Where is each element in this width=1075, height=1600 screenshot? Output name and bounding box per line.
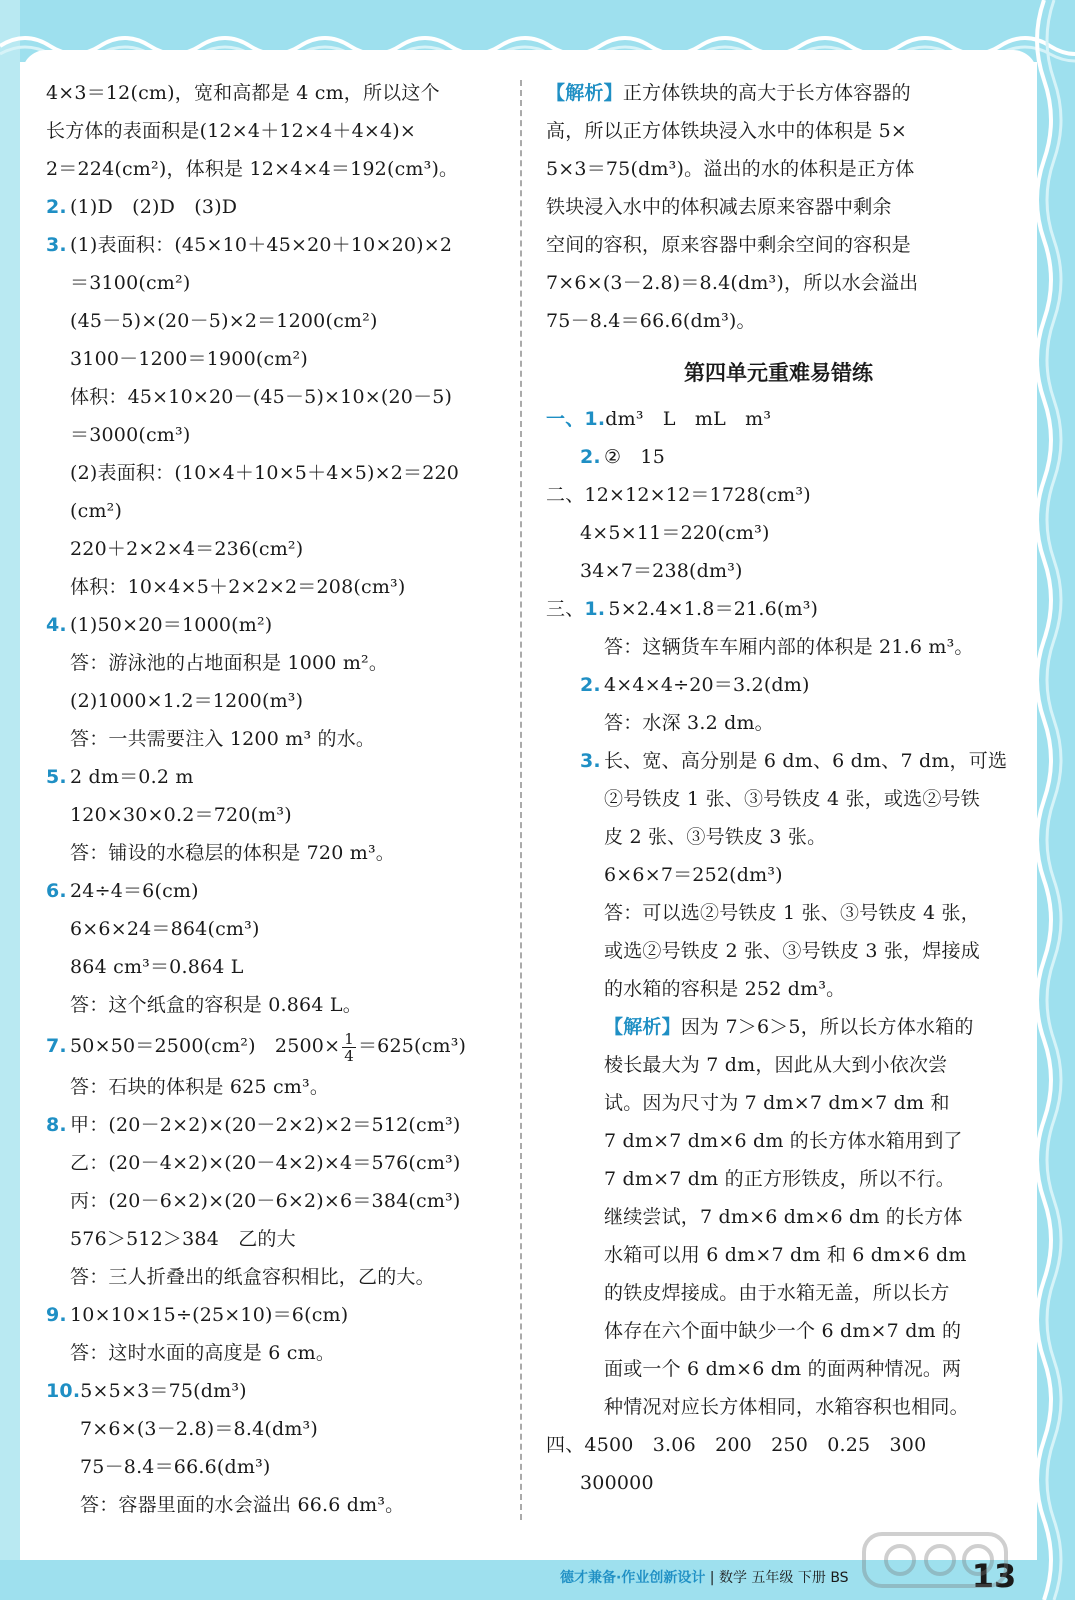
left-line (46, 264, 506, 302)
right-line (546, 1274, 1011, 1312)
answer-text: 12×12×12＝1728(cm³) (584, 484, 811, 506)
left-line (46, 834, 506, 872)
answer-text: 300000 (580, 1472, 654, 1494)
answer-text: 50×50＝2500(cm²) 2500× (70, 1035, 341, 1057)
answer-text: 答：游泳池的占地面积是 1000 m²。 (70, 652, 389, 674)
answer-text: 4500 3.06 200 250 0.25 300 (584, 1434, 927, 1456)
left-line (46, 796, 506, 834)
left-line (46, 1258, 506, 1296)
answer-text: (1)D (2)D (3)D (70, 196, 238, 218)
fraction-denominator: 4 (344, 1046, 354, 1065)
question-number: 一、1. (546, 408, 606, 430)
answer-text: 体存在六个面中缺少一个 6 dm×7 dm 的 (604, 1320, 962, 1342)
question-number: 6. (46, 880, 67, 902)
left-line (46, 1220, 506, 1258)
left-line (46, 1372, 506, 1410)
right-line (546, 112, 1011, 150)
answer-text: (2)1000×1.2＝1200(m³) (70, 690, 304, 712)
answer-text: 丙：(20－6×2)×(20－6×2)×6＝384(cm³) (70, 1190, 461, 1212)
answer-text: 答：石块的体积是 625 cm³。 (70, 1076, 330, 1098)
answer-text: 答：水深 3.2 dm。 (604, 712, 774, 734)
right-line (546, 1160, 1011, 1198)
right-line (546, 1350, 1011, 1388)
left-line (46, 1410, 506, 1448)
answer-text: 576＞512＞384 乙的大 (70, 1228, 296, 1250)
answer-text: 乙：(20－4×2)×(20－4×2)×4＝576(cm³) (70, 1152, 461, 1174)
right-line (546, 856, 1011, 894)
question-number: 10. (46, 1380, 81, 1402)
answer-text: 864 cm³＝0.864 L (70, 956, 244, 978)
left-line (46, 492, 506, 530)
answer-text: 体积：10×4×5＋2×2×2＝208(cm³) (70, 576, 406, 598)
answer-text: 2 dm＝0.2 m (70, 766, 194, 788)
answer-text: 答：三人折叠出的纸盒容积相比，乙的大。 (70, 1266, 435, 1288)
answer-text: 体积：45×10×20－(45－5)×10×(20－5) (70, 386, 453, 408)
right-line (546, 400, 1011, 438)
right-line (546, 438, 1011, 476)
question-number: 1. (584, 598, 606, 620)
right-line (546, 590, 1011, 628)
answer-text: 的铁皮焊接成。由于水箱无盖，所以长方 (604, 1282, 950, 1304)
answer-text: ＝3100(cm²) (70, 272, 191, 294)
right-line (546, 264, 1011, 302)
answer-text: ②号铁皮 1 张、③号铁皮 4 张，或选②号铁 (604, 788, 980, 810)
right-line (546, 188, 1011, 226)
section-marker: 三、 (546, 598, 585, 620)
answer-text: 4×4×4÷20＝3.2(dm) (604, 674, 810, 696)
left-line (46, 568, 506, 606)
answer-text: 空间的容积，原来容器中剩余空间的容积是 (546, 234, 911, 256)
answer-text: 答：可以选②号铁皮 1 张、③号铁皮 4 张， (604, 902, 980, 924)
answer-text: 甲：(20－2×2)×(20－2×2)×2＝512(cm³) (70, 1114, 461, 1136)
right-line (546, 1084, 1011, 1122)
right-line (546, 476, 1011, 514)
answer-text: 75－8.4＝66.6(dm³) (80, 1456, 271, 1478)
answer-text: 10×10×15÷(25×10)＝6(cm) (70, 1304, 349, 1326)
right-line (546, 514, 1011, 552)
right-line (546, 818, 1011, 856)
answer-text: (cm²) (70, 500, 123, 522)
footer-sep: | (709, 1570, 719, 1586)
answer-text: 答：这个纸盒的容积是 0.864 L。 (70, 994, 362, 1016)
answer-text: 24÷4＝6(cm) (70, 880, 199, 902)
left-line (46, 1296, 506, 1334)
answer-text: 高，所以正方体铁块浸入水中的体积是 5× (546, 120, 908, 142)
right-line (546, 1198, 1011, 1236)
answer-text: 6×6×7＝252(dm³) (604, 864, 783, 886)
answer-text: 7×6×(3－2.8)＝8.4(dm³)，所以水会溢出 (546, 272, 919, 294)
left-border (0, 0, 20, 1600)
left-line (46, 416, 506, 454)
right-line (546, 780, 1011, 818)
answer-text: ＝3000(cm³) (70, 424, 191, 446)
answer-text: 5×3＝75(dm³)。溢出的水的体积是正方体 (546, 158, 915, 180)
left-line (46, 340, 506, 378)
fraction (342, 1031, 356, 1064)
question-number: 3. (46, 234, 67, 256)
footer-subject: 数学 (718, 1570, 747, 1586)
question-number: 4. (46, 614, 67, 636)
answer-text: (1)50×20＝1000(m²) (70, 614, 273, 636)
right-line (546, 628, 1011, 666)
left-line (46, 682, 506, 720)
left-line (46, 1486, 506, 1524)
question-number: 8. (46, 1114, 67, 1136)
question-number: 2. (580, 446, 601, 468)
answer-text: 答：容器里面的水会溢出 66.6 dm³。 (80, 1494, 405, 1516)
answer-text: 答：一共需要注入 1200 m³ 的水。 (70, 728, 376, 750)
right-line (546, 1312, 1011, 1350)
answer-text: 7 dm×7 dm 的正方形铁皮，所以不行。 (604, 1168, 955, 1190)
analysis-tag: 【解析】 (604, 1016, 681, 1038)
left-line (46, 758, 506, 796)
answer-text: 水箱可以用 6 dm×7 dm 和 6 dm×6 dm (604, 1244, 967, 1266)
left-line (46, 1068, 506, 1106)
question-number: 7. (46, 1035, 67, 1057)
left-line (46, 720, 506, 758)
answer-text: (2)表面积：(10×4＋10×5＋4×5)×2＝220 (70, 462, 460, 484)
left-line (46, 1448, 506, 1486)
page-number: 13 (971, 1557, 1017, 1595)
left-line (46, 302, 506, 340)
answer-text: ② 15 (604, 446, 666, 468)
answer-text: 面或一个 6 dm×6 dm 的面两种情况。两 (604, 1358, 962, 1380)
left-line (46, 112, 506, 150)
footer (560, 1563, 849, 1593)
answer-text: 棱长最大为 7 dm，因此从大到小依次尝 (604, 1054, 948, 1076)
column-divider (520, 80, 522, 1520)
section-marker: 四、 (546, 1434, 585, 1456)
left-line (46, 872, 506, 910)
answer-text: 7×6×(3－2.8)＝8.4(dm³) (80, 1418, 318, 1440)
answer-text: 正方体铁块的高大于长方体容器的 (622, 82, 911, 104)
left-line (46, 454, 506, 492)
right-line (546, 1122, 1011, 1160)
answer-text: 75－8.4＝66.6(dm³)。 (546, 310, 756, 332)
right-line (546, 1236, 1011, 1274)
right-line (546, 552, 1011, 590)
left-line (46, 1182, 506, 1220)
question-number: 9. (46, 1304, 67, 1326)
answer-text: 4×5×11＝220(cm³) (580, 522, 770, 544)
left-line (46, 226, 506, 264)
answer-text: 34×7＝238(dm³) (580, 560, 743, 582)
left-line (46, 910, 506, 948)
right-line (546, 150, 1011, 188)
section-title: 第四单元重难易错练 (684, 361, 873, 385)
left-line (46, 530, 506, 568)
right-column (546, 74, 1011, 1502)
answer-text: 铁块浸入水中的体积减去原来容器中剩余 (546, 196, 892, 218)
question-number: 3. (580, 750, 601, 772)
answer-text: 3100－1200＝1900(cm²) (70, 348, 308, 370)
section-marker: 二、 (546, 484, 585, 506)
answer-text: 6×6×24＝864(cm³) (70, 918, 260, 940)
left-line (46, 948, 506, 986)
left-line (46, 378, 506, 416)
answer-text: 120×30×0.2＝720(m³) (70, 804, 292, 826)
right-line (546, 1008, 1011, 1046)
answer-text: 皮 2 张、③号铁皮 3 张。 (604, 826, 827, 848)
left-line (46, 1334, 506, 1372)
left-line (46, 188, 506, 226)
left-column (46, 74, 506, 1524)
answer-text: 220＋2×2×4＝236(cm²) (70, 538, 304, 560)
right-line (546, 666, 1011, 704)
right-line (546, 894, 1011, 932)
answer-text: 5×5×3＝75(dm³) (80, 1380, 247, 1402)
answer-text: 答：这时水面的高度是 6 cm。 (70, 1342, 336, 1364)
answer-text: 种情况对应长方体相同，水箱容积也相同。 (604, 1396, 969, 1418)
question-number: 2. (580, 674, 601, 696)
left-line (46, 606, 506, 644)
left-line (46, 150, 506, 188)
right-line (546, 1046, 1011, 1084)
answer-text: (45－5)×(20－5)×2＝1200(cm²) (70, 310, 378, 332)
answer-text: 答：这辆货车车厢内部的体积是 21.6 m³。 (604, 636, 974, 658)
answer-text: 4×3＝12(cm)，宽和高都是 4 cm，所以这个 (46, 82, 440, 104)
answer-text: 试。因为尺寸为 7 dm×7 dm×7 dm 和 (604, 1092, 950, 1114)
answer-text: (1)表面积：(45×10＋45×20＋10×20)×2 (70, 234, 453, 256)
footer-brand: 德才兼备·作业创新设计 (560, 1570, 706, 1586)
right-line (546, 74, 1011, 112)
fraction-numerator: 1 (344, 1029, 354, 1048)
right-line (546, 704, 1011, 742)
question-number: 5. (46, 766, 67, 788)
right-line (546, 1464, 1011, 1502)
answer-text: 长方体的表面积是(12×4＋12×4＋4×4)× (46, 120, 417, 142)
left-line (46, 1024, 506, 1068)
watermark-logo-icon (860, 1528, 1010, 1592)
answer-text: 5×2.4×1.8＝21.6(m³) (608, 598, 819, 620)
answer-text: 2＝224(cm²)，体积是 12×4×4＝192(cm³)。 (46, 158, 459, 180)
right-line (546, 742, 1011, 780)
answer-text: 的水箱的容积是 252 dm³。 (604, 978, 846, 1000)
left-line (46, 1144, 506, 1182)
left-line (46, 74, 506, 112)
answer-text: 答：铺设的水稳层的体积是 720 m³。 (70, 842, 395, 864)
answer-text: 长、宽、高分别是 6 dm、6 dm、7 dm，可选 (604, 750, 1008, 772)
answer-text: 继续尝试，7 dm×6 dm×6 dm 的长方体 (604, 1206, 963, 1228)
right-line (546, 932, 1011, 970)
answer-text: 7 dm×7 dm×6 dm 的长方体水箱用到了 (604, 1130, 963, 1152)
right-line (546, 226, 1011, 264)
left-line (46, 644, 506, 682)
right-line (546, 970, 1011, 1008)
right-line (546, 1388, 1011, 1426)
footer-term: 下册 (797, 1570, 826, 1586)
right-line (546, 1426, 1011, 1464)
right-line (546, 302, 1011, 340)
question-number: 2. (46, 196, 67, 218)
footer-grade: 五年级 (751, 1570, 794, 1586)
answer-text: 因为 7＞6＞5，所以长方体水箱的 (680, 1016, 974, 1038)
left-line (46, 986, 506, 1024)
answer-text: 或选②号铁皮 2 张、③号铁皮 3 张，焊接成 (604, 940, 980, 962)
answer-text: dm³ L mL m³ (605, 408, 772, 430)
analysis-tag: 【解析】 (546, 82, 623, 104)
answer-text: ＝625(cm³) (357, 1035, 467, 1057)
footer-edition: BS (830, 1570, 849, 1586)
left-line (46, 1106, 506, 1144)
